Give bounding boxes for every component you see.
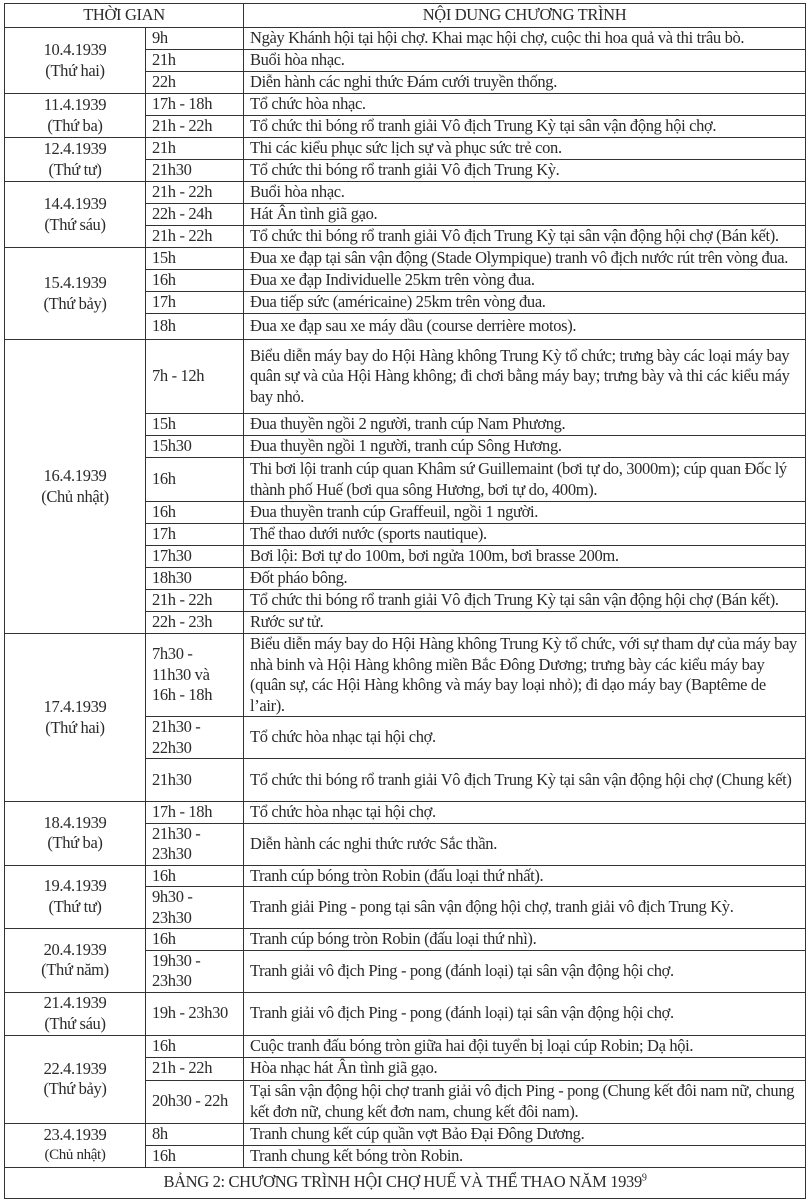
time-cell: 17h - 18h	[146, 802, 244, 824]
weekday-text: (Thứ ba)	[47, 833, 103, 853]
date-cell	[5, 1035, 146, 1123]
date-text: 22.4.1939	[43, 1058, 107, 1078]
time-cell: 20h30 - 22h	[146, 1080, 244, 1123]
event-content-cell: Tranh giải vô địch Ping - pong (đánh loại) tại sân vận động hội chợ.	[244, 992, 806, 1035]
date-cell	[5, 1123, 146, 1167]
event-content-cell: Đua xe đạp Individuelle 25km trên vòng đua.	[244, 270, 806, 292]
time-cell: 7h - 12h	[146, 340, 244, 414]
event-content-cell: Tổ chức thi bóng rổ tranh giải Vô địch Trung Kỳ tại sân vận động hội chợ (Bán kết).	[244, 226, 806, 248]
time-cell: 21h30 - 23h30	[146, 823, 244, 865]
event-content-cell: Đua thuyền tranh cúp Graffeuil, ngồi 1 người.	[244, 502, 806, 524]
time-cell: 21h - 22h	[146, 116, 244, 138]
time-cell: 19h - 23h30	[146, 992, 244, 1035]
weekday-text: (Thứ sáu)	[44, 214, 106, 234]
time-cell: 15h	[146, 248, 244, 270]
time-cell: 17h	[146, 292, 244, 314]
table-row	[5, 182, 806, 204]
event-content-cell: Tại sân vận động hội chợ tranh giải vô địch Ping - pong (Chung kết đôi nam nữ, chung kết đơn nữ, chung kết đơn nam, chung kết đôi nam).	[244, 1080, 806, 1123]
event-content-cell: Ngày Khánh hội tại hội chợ. Khai mạc hội chợ, cuộc thi hoa quả và thi trâu bò.	[244, 28, 806, 50]
weekday-text: (Thứ tư)	[48, 896, 102, 916]
header-row	[5, 4, 806, 28]
event-content-cell: Bơi lội: Bơi tự do 100m, bơi ngửa 100m, bơi brasse 200m.	[244, 546, 806, 568]
table-row	[5, 1123, 806, 1145]
event-content-cell: Diễn hành các nghi thức Đám cưới truyền thống.	[244, 72, 806, 94]
date-text: 21.4.1939	[43, 993, 107, 1012]
table-caption	[5, 1167, 806, 1198]
table-row	[5, 802, 806, 824]
date-cell	[5, 28, 146, 94]
date-text: 11.4.1939	[43, 95, 107, 114]
event-content-cell: Tranh cúp bóng tròn Robin (đấu loại thứ nhì).	[244, 929, 806, 951]
table-row	[5, 94, 806, 116]
table-row	[5, 992, 806, 1035]
time-cell: 21h30	[146, 759, 244, 802]
time-cell: 16h	[146, 865, 244, 887]
schedule-body	[5, 28, 806, 1168]
date-cell	[5, 992, 146, 1035]
date-text: 17.4.1939	[43, 697, 107, 716]
weekday-text: (Thứ bảy)	[43, 293, 107, 313]
time-cell: 21h - 22h	[146, 226, 244, 248]
time-cell: 8h	[146, 1123, 244, 1145]
date-cell	[5, 802, 146, 866]
time-cell: 16h	[146, 502, 244, 524]
time-cell: 16h	[146, 1035, 244, 1057]
event-content-cell: Tổ chức thi bóng rổ tranh giải Vô địch Trung Kỳ tại sân vận động hội chợ (Chung kết)	[244, 759, 806, 802]
date-text: 23.4.1939	[43, 1124, 107, 1144]
table-row	[5, 248, 806, 270]
time-cell: 15h	[146, 414, 244, 436]
event-content-cell: Tổ chức hòa nhạc.	[244, 94, 806, 116]
weekday-text: (Thứ ba)	[47, 115, 103, 135]
time-cell: 22h	[146, 72, 244, 94]
event-content-cell: Buổi hòa nhạc.	[244, 182, 806, 204]
weekday-text: (Chủ nhật)	[44, 1147, 106, 1163]
table-row	[5, 634, 806, 717]
time-cell: 22h - 24h	[146, 204, 244, 226]
date-cell	[5, 138, 146, 182]
table-row	[5, 138, 806, 160]
time-cell: 9h	[146, 28, 244, 50]
weekday-text: (Thứ năm)	[41, 960, 109, 980]
time-cell: 21h - 22h	[146, 590, 244, 612]
event-content-cell: Đua tiếp sức (américaine) 25km trên vòng đua.	[244, 292, 806, 314]
event-content-cell: Thể thao dưới nước (sports nautique).	[244, 524, 806, 546]
event-content-cell: Thi các kiểu phục sức lịch sự và phục sức trẻ con.	[244, 138, 806, 160]
time-cell: 21h - 22h	[146, 182, 244, 204]
date-cell	[5, 929, 146, 993]
time-cell: 16h	[146, 929, 244, 951]
event-content-cell: Tranh cúp bóng tròn Robin (đấu loại thứ nhất).	[244, 865, 806, 887]
date-cell	[5, 94, 146, 138]
date-text: 18.4.1939	[43, 812, 107, 832]
event-content-cell: Buổi hòa nhạc.	[244, 50, 806, 72]
date-cell	[5, 182, 146, 248]
time-cell: 18h30	[146, 568, 244, 590]
time-cell: 17h	[146, 524, 244, 546]
event-content-cell: Tranh chung kết cúp quần vợt Bảo Đại Đông Dương.	[244, 1123, 806, 1145]
time-cell: 7h30 - 11h30 và 16h - 18h	[146, 634, 244, 717]
date-cell	[5, 865, 146, 929]
event-content-cell: Thi bơi lội tranh cúp quan Khâm sứ Guillemaint (bơi tự do, 3000m); cúp quan Đốc lý thành phố Huế (bơi qua sông Hương, bơi tự do, 400m).	[244, 458, 806, 502]
event-content-cell: Tổ chức thi bóng rổ tranh giải Vô địch Trung Kỳ.	[244, 160, 806, 182]
time-cell: 16h	[146, 458, 244, 502]
footnote-marker: 9	[641, 1172, 647, 1184]
time-cell: 15h30	[146, 436, 244, 458]
event-content-cell: Đua thuyền ngồi 1 người, tranh cúp Sông Hương.	[244, 436, 806, 458]
event-content-cell: Rước sư tử.	[244, 612, 806, 634]
schedule-table	[4, 3, 806, 1199]
event-content-cell: Diễn hành các nghi thức rước Sắc thần.	[244, 823, 806, 865]
event-content-cell: Biểu diễn máy bay do Hội Hàng không Trung Kỳ tổ chức, với sự tham dự của máy bay nhà binh và Hội Hàng không miền Bắc Đông Dương; trưng bày các kiểu máy bay (quân sự, các Hội Hàng không và máy bay loại nhỏ); đi dạo máy bay (Baptême de l’air).	[244, 634, 806, 717]
time-cell: 21h	[146, 50, 244, 72]
caption-text: BẢNG 2: CHƯƠNG TRÌNH HỘI CHỢ HUẾ VÀ THỂ THAO NĂM 1939	[163, 1172, 642, 1192]
header-time: THỜI GIAN	[5, 4, 244, 28]
event-content-cell: Tranh giải vô địch Ping - pong (đánh loại) tại sân vận động hội chợ.	[244, 950, 806, 992]
time-cell: 16h	[146, 1145, 244, 1167]
weekday-text: (Thứ tư)	[48, 159, 102, 179]
event-content-cell: Đua xe đạp sau xe máy dầu (course derrière motos).	[244, 314, 806, 340]
event-content-cell: Cuộc tranh đấu bóng tròn giữa hai đội tuyển bị loại cúp Robin; Dạ hội.	[244, 1035, 806, 1057]
table-row	[5, 929, 806, 951]
date-cell	[5, 340, 146, 634]
weekday-text: (Thứ hai)	[45, 717, 105, 737]
table-row	[5, 865, 806, 887]
date-text: 12.4.1939	[43, 139, 107, 158]
table-row	[5, 340, 806, 414]
table-row	[5, 1035, 806, 1057]
time-cell: 18h	[146, 314, 244, 340]
event-content-cell: Tranh chung kết bóng tròn Robin.	[244, 1145, 806, 1167]
event-content-cell: Tranh giải Ping - pong tại sân vận động hội chợ, tranh giải vô địch Trung Kỳ.	[244, 887, 806, 929]
weekday-text: (Thứ hai)	[45, 60, 105, 80]
weekday-text: (Thứ bảy)	[43, 1079, 107, 1098]
event-content-cell: Tổ chức thi bóng rổ tranh giải Vô địch Trung Kỳ tại sân vận động hội chợ (Bán kết).	[244, 590, 806, 612]
date-cell	[5, 248, 146, 340]
event-content-cell: Đua xe đạp tại sân vận động (Stade Olympique) tranh vô địch nước rút trên vòng đua.	[244, 248, 806, 270]
caption-row	[5, 1167, 806, 1198]
event-content-cell: Đua thuyền ngồi 2 người, tranh cúp Nam Phương.	[244, 414, 806, 436]
time-cell: 16h	[146, 270, 244, 292]
time-cell: 17h - 18h	[146, 94, 244, 116]
time-cell: 21h	[146, 138, 244, 160]
event-content-cell: Tổ chức hòa nhạc tại hội chợ.	[244, 802, 806, 824]
weekday-text: (Thứ sáu)	[44, 1013, 106, 1033]
date-text: 19.4.1939	[43, 876, 107, 896]
date-text: 14.4.1939	[43, 194, 107, 213]
event-content-cell: Hát Ân tình giã gạo.	[244, 204, 806, 226]
time-cell: 21h30 - 22h30	[146, 717, 244, 759]
time-cell: 9h30 - 23h30	[146, 887, 244, 929]
table-row	[5, 28, 806, 50]
date-text: 15.4.1939	[43, 273, 107, 292]
date-text: 10.4.1939	[43, 40, 107, 59]
event-content-cell: Đốt pháo bông.	[244, 568, 806, 590]
event-content-cell: Tổ chức thi bóng rổ tranh giải Vô địch Trung Kỳ tại sân vận động hội chợ.	[244, 116, 806, 138]
event-content-cell: Tổ chức hòa nhạc tại hội chợ.	[244, 717, 806, 759]
date-cell	[5, 634, 146, 802]
time-cell: 17h30	[146, 546, 244, 568]
date-text: 16.4.1939	[43, 466, 107, 485]
weekday-text: (Chủ nhật)	[41, 486, 109, 506]
time-cell: 22h - 23h	[146, 612, 244, 634]
time-cell: 21h30	[146, 160, 244, 182]
event-content-cell: Hòa nhạc hát Ân tình giã gạo.	[244, 1057, 806, 1080]
time-cell: 21h - 22h	[146, 1057, 244, 1080]
event-content-cell: Biểu diễn máy bay do Hội Hàng không Trung Kỳ tổ chức; trưng bày các loại máy bay quân sự và của Hội Hàng không; đi chơi bằng máy bay; trưng bày và thi các kiểu máy bay nhỏ.	[244, 340, 806, 414]
time-cell: 19h30 - 23h30	[146, 950, 244, 992]
date-text: 20.4.1939	[43, 939, 107, 959]
header-content: NỘI DUNG CHƯƠNG TRÌNH	[244, 4, 806, 28]
